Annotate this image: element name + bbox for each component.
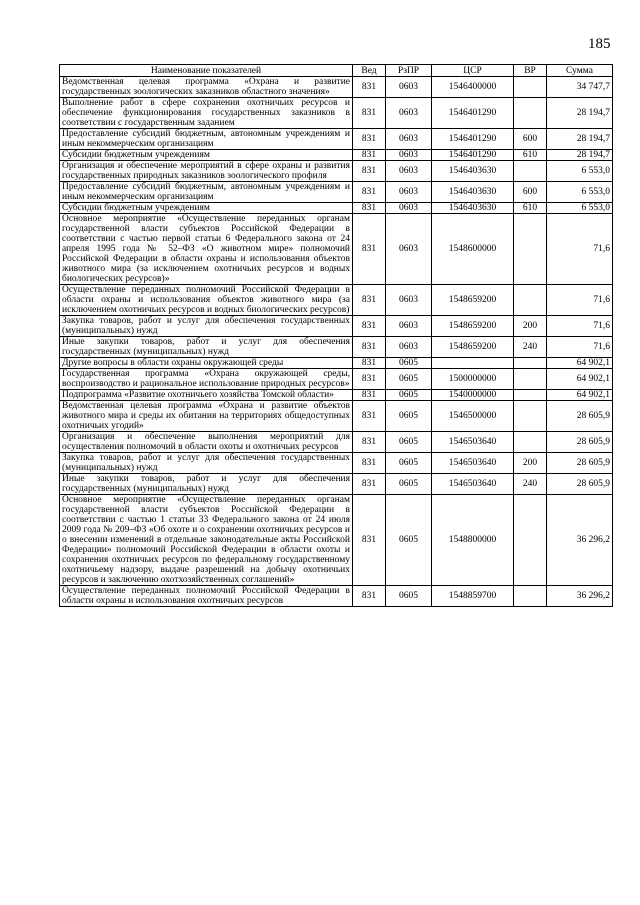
cell-sum: 28 194,7: [547, 129, 613, 150]
cell-ved: 831: [353, 586, 386, 607]
cell-csr: 1546500000: [432, 401, 514, 432]
cell-vr: [514, 98, 547, 129]
cell-name: Иные закупки товаров, работ и услуг для обеспечения государственных (муниципальных) нужд: [60, 337, 353, 358]
cell-name: Предоставление субсидий бюджетным, автономным учреждениям и иным некоммерческим организациям: [60, 182, 353, 203]
cell-csr: 1500000000: [432, 369, 514, 390]
budget-table: [59, 64, 613, 607]
cell-vr: [514, 495, 547, 586]
cell-ved: 831: [353, 203, 386, 214]
cell-csr: 1546503640: [432, 453, 514, 474]
cell-vr: 610: [514, 150, 547, 161]
cell-sum: 28 194,7: [547, 98, 613, 129]
cell-csr: 1546403630: [432, 203, 514, 214]
cell-rzpr: 0605: [386, 495, 432, 586]
table-row: [60, 150, 613, 161]
cell-name: Выполнение работ в сфере сохранения охотничьих ресурсов и обеспечение функционирования государственных заказников в соответствии с государственным заданием: [60, 98, 353, 129]
cell-csr: 1540000000: [432, 390, 514, 401]
cell-vr: [514, 586, 547, 607]
page-number: 185: [588, 36, 611, 52]
cell-csr: 1546401290: [432, 129, 514, 150]
cell-csr: 1548659200: [432, 337, 514, 358]
cell-vr: 200: [514, 316, 547, 337]
cell-sum: 64 902,1: [547, 390, 613, 401]
cell-vr: 240: [514, 337, 547, 358]
table-row: [60, 77, 613, 98]
table-row: [60, 161, 613, 182]
cell-sum: 71,6: [547, 214, 613, 285]
cell-name: Государственная программа «Охрана окружающей среды, воспроизводство и рациональное использование природных ресурсов»: [60, 369, 353, 390]
cell-name: Субсидии бюджетным учреждениям: [60, 203, 353, 214]
cell-ved: 831: [353, 453, 386, 474]
cell-name: Осуществление переданных полномочий Российской Федерации в области охраны и использования объектов животного мира (за исключением охотничьих ресурсов и водных биологических ресурсов): [60, 285, 353, 316]
cell-csr: 1548800000: [432, 495, 514, 586]
cell-csr: 1548659200: [432, 316, 514, 337]
cell-sum: 6 553,0: [547, 161, 613, 182]
cell-rzpr: 0603: [386, 285, 432, 316]
table-row: [60, 182, 613, 203]
cell-rzpr: 0605: [386, 401, 432, 432]
cell-vr: 200: [514, 453, 547, 474]
cell-sum: 28 605,9: [547, 474, 613, 495]
cell-rzpr: 0603: [386, 203, 432, 214]
cell-vr: [514, 77, 547, 98]
cell-sum: 28 605,9: [547, 401, 613, 432]
column-header-csr: ЦСР: [432, 65, 514, 77]
cell-vr: [514, 369, 547, 390]
cell-rzpr: 0603: [386, 150, 432, 161]
cell-ved: 831: [353, 432, 386, 453]
cell-name: Предоставление субсидий бюджетным, автономным учреждениям и иным некоммерческим организациям: [60, 129, 353, 150]
cell-vr: 600: [514, 129, 547, 150]
cell-ved: 831: [353, 214, 386, 285]
cell-csr: 1546503640: [432, 474, 514, 495]
column-header-sum: Сумма: [547, 65, 613, 77]
cell-rzpr: 0603: [386, 129, 432, 150]
cell-name: Организация и обеспечение мероприятий в сфере охраны и развития государственных природных заказников зоологического профиля: [60, 161, 353, 182]
cell-csr: [432, 358, 514, 369]
cell-name: Ведомственная целевая программа «Охрана и развитие объектов животного мира и среды их обитания на территориях общедоступных охотничьих угодий»: [60, 401, 353, 432]
cell-name: Организация и обеспечение выполнения мероприятий для осуществления полномочий в области охоты и охотничьих ресурсов: [60, 432, 353, 453]
cell-name: Ведомственная целевая программа «Охрана и развитие государственных зоологических заказников областного значения»: [60, 77, 353, 98]
cell-sum: 6 553,0: [547, 203, 613, 214]
cell-name: Основное мероприятие «Осуществление переданных органам государственной власти субъектов Российской Федерации в соответствии с частью 1 статьи 33 Федерального закона от 24 июля 2009 года № 209–ФЗ «Об охоте и о сохранении охотничьих ресурсов и о внесении изменений в отдельные законодательные акты Российской Федерации» полномочий Российской Федерации в области охоты и сохранения охотничьих ресурсов по федеральному государственному охотничьему надзору, выдаче разрешений на добычу охотничьих ресурсов и заключению охотхозяйственных соглашений»: [60, 495, 353, 586]
cell-vr: [514, 401, 547, 432]
cell-ved: 831: [353, 98, 386, 129]
cell-ved: 831: [353, 161, 386, 182]
cell-vr: [514, 214, 547, 285]
table-row: [60, 390, 613, 401]
cell-ved: 831: [353, 390, 386, 401]
table-row: [60, 401, 613, 432]
cell-sum: 36 296,2: [547, 495, 613, 586]
table-row: [60, 203, 613, 214]
cell-rzpr: 0605: [386, 586, 432, 607]
cell-csr: 1546403630: [432, 182, 514, 203]
cell-ved: 831: [353, 369, 386, 390]
cell-ved: 831: [353, 182, 386, 203]
column-header-name: Наименование показателей: [60, 65, 353, 77]
cell-vr: [514, 390, 547, 401]
cell-sum: 28 194,7: [547, 150, 613, 161]
cell-vr: 610: [514, 203, 547, 214]
cell-name: Иные закупки товаров, работ и услуг для обеспечения государственных (муниципальных) нужд: [60, 474, 353, 495]
cell-sum: 34 747,7: [547, 77, 613, 98]
cell-name: Подпрограмма «Развитие охотничьего хозяйства Томской области»: [60, 390, 353, 401]
cell-vr: [514, 358, 547, 369]
cell-ved: 831: [353, 358, 386, 369]
cell-rzpr: 0605: [386, 453, 432, 474]
cell-csr: 1546401290: [432, 98, 514, 129]
cell-vr: [514, 432, 547, 453]
cell-csr: 1546400000: [432, 77, 514, 98]
cell-rzpr: 0605: [386, 369, 432, 390]
cell-sum: 36 296,2: [547, 586, 613, 607]
table-row: [60, 358, 613, 369]
cell-vr: 600: [514, 182, 547, 203]
cell-rzpr: 0603: [386, 98, 432, 129]
cell-rzpr: 0603: [386, 316, 432, 337]
cell-vr: 240: [514, 474, 547, 495]
cell-vr: [514, 285, 547, 316]
cell-sum: 28 605,9: [547, 453, 613, 474]
cell-ved: 831: [353, 129, 386, 150]
cell-ved: 831: [353, 474, 386, 495]
table-row: [60, 337, 613, 358]
cell-sum: 6 553,0: [547, 182, 613, 203]
cell-ved: 831: [353, 285, 386, 316]
cell-name: Субсидии бюджетным учреждениям: [60, 150, 353, 161]
column-header-rzpr: РзПР: [386, 65, 432, 77]
cell-csr: 1546403630: [432, 161, 514, 182]
cell-csr: 1548859700: [432, 586, 514, 607]
table-row: [60, 129, 613, 150]
cell-sum: 71,6: [547, 285, 613, 316]
cell-sum: 64 902,1: [547, 369, 613, 390]
table-row: [60, 369, 613, 390]
cell-ved: 831: [353, 337, 386, 358]
cell-name: Закупка товаров, работ и услуг для обеспечения государственных (муниципальных) нужд: [60, 453, 353, 474]
table-row: [60, 495, 613, 586]
cell-name: Другие вопросы в области охраны окружающей среды: [60, 358, 353, 369]
table-row: [60, 214, 613, 285]
table-row: [60, 316, 613, 337]
cell-name: Закупка товаров, работ и услуг для обеспечения государственных (муниципальных) нужд: [60, 316, 353, 337]
column-header-ved: Вед: [353, 65, 386, 77]
cell-csr: 1546401290: [432, 150, 514, 161]
cell-rzpr: 0603: [386, 214, 432, 285]
cell-rzpr: 0605: [386, 358, 432, 369]
cell-sum: 28 605,9: [547, 432, 613, 453]
table-row: [60, 98, 613, 129]
cell-rzpr: 0603: [386, 161, 432, 182]
cell-csr: 1546503640: [432, 432, 514, 453]
table-row: [60, 285, 613, 316]
cell-name: Осуществление переданных полномочий Российской Федерации в области охраны и использования охотничьих ресурсов: [60, 586, 353, 607]
cell-ved: 831: [353, 316, 386, 337]
table-header-row: [60, 65, 613, 77]
cell-rzpr: 0605: [386, 432, 432, 453]
cell-sum: 64 902,1: [547, 358, 613, 369]
cell-rzpr: 0603: [386, 77, 432, 98]
table-row: [60, 586, 613, 607]
cell-rzpr: 0603: [386, 337, 432, 358]
cell-name: Основное мероприятие «Осуществление переданных органам государственной власти субъектов Российской Федерации в соответствии с частью первой статьи 6 Федерального закона от 24 апреля 1995 года № 52–ФЗ «О животном мире» полномочий Российской Федерации в области охраны и использования объектов животного мира (за исключением охотничьих ресурсов и водных биологических ресурсов)»: [60, 214, 353, 285]
cell-vr: [514, 161, 547, 182]
cell-rzpr: 0605: [386, 474, 432, 495]
table-row: [60, 474, 613, 495]
cell-rzpr: 0605: [386, 390, 432, 401]
cell-sum: 71,6: [547, 337, 613, 358]
table-row: [60, 453, 613, 474]
cell-ved: 831: [353, 495, 386, 586]
cell-csr: 1548659200: [432, 285, 514, 316]
cell-rzpr: 0603: [386, 182, 432, 203]
cell-csr: 1548600000: [432, 214, 514, 285]
cell-ved: 831: [353, 401, 386, 432]
cell-ved: 831: [353, 150, 386, 161]
cell-sum: 71,6: [547, 316, 613, 337]
cell-ved: 831: [353, 77, 386, 98]
table-row: [60, 432, 613, 453]
column-header-vr: ВР: [514, 65, 547, 77]
